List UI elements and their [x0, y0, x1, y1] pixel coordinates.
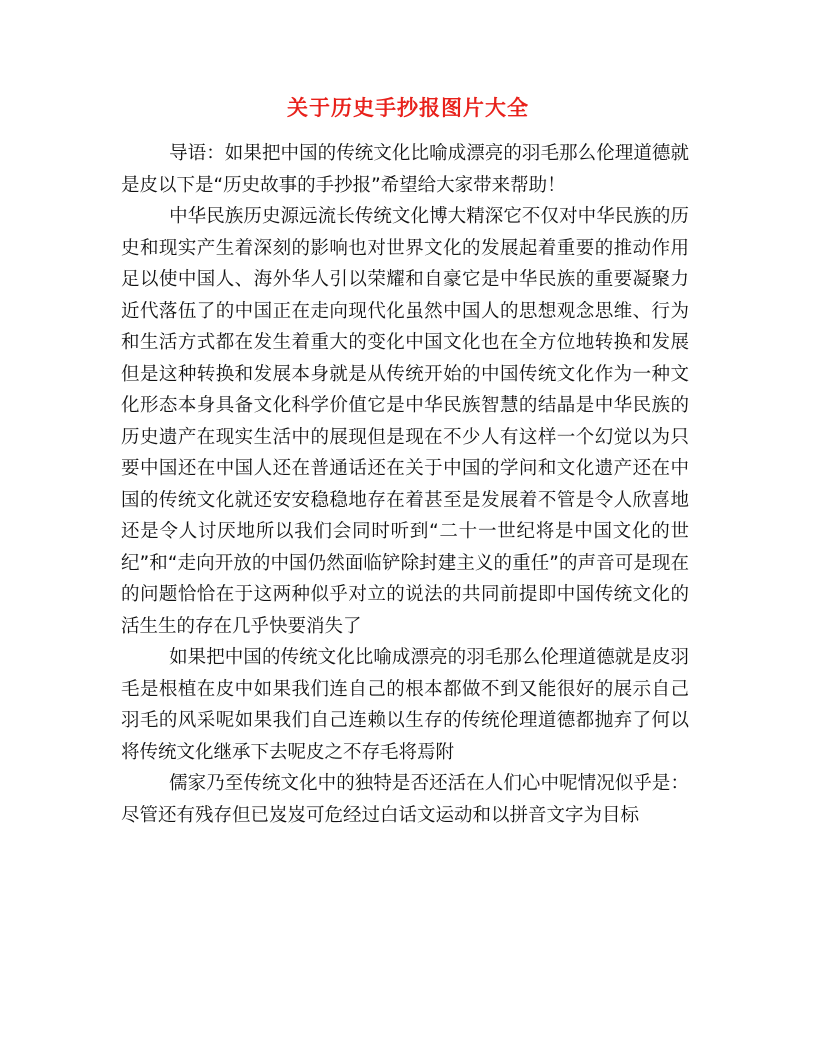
body-paragraph: 中华民族历史源远流长传统文化博大精深它不仅对中华民族的历史和现实产生着深刻的影响也对世界文化的发展起着重要的推动作用足以使中国人、海外华人引以荣耀和自豪它是中华民族的重要凝聚力近代落伍了的中国正在走向现代化虽然中国人的思想观念思维、行为和生活方式都在发生着重大的变化中国文化也在全方位地转换和发展但是这种转换和发展本身就是从传统开始的中国传统文化作为一种文化形态本身具备文化科学价值它是中华民族智慧的结晶是中华民族的历史遗产在现实生活中的展现但是现在不少人有这样一个幻觉以为只要中国还在中国人还在普通话还在关于中国的学问和文化遗产还在中国的传统文化就还安安稳稳地存在着甚至是发展着不管是令人欣喜地还是令人讨厌地所以我们会同时听到“二十一世纪将是中国文化的世纪”和“走向开放的中国仍然面临铲除封建主义的重任”的声音可是现在的问题恰恰在于这两种似乎对立的说法的共同前提即中国传统文化的活生生的存在几乎快要消失了 [121, 206, 689, 637]
intro-paragraph: 导语：如果把中国的传统文化比喻成漂亮的羽毛那么伦理道德就是皮以下是“历史故事的手抄报”希望给大家带来帮助！ [121, 143, 689, 196]
body-paragraph: 如果把中国的传统文化比喻成漂亮的羽毛那么伦理道德就是皮羽毛是根植在皮中如果我们连自己的根本都做不到又能很好的展示自己羽毛的风采呢如果我们自己连赖以生存的传统伦理道德都抛弃了何以将传统文化继承下去呢皮之不存毛将焉附 [121, 647, 689, 763]
document-title: 关于历史手抄报图片大全 [287, 95, 529, 120]
document-body [121, 138, 689, 831]
body-paragraph: 儒家乃至传统文化中的独特是否还活在人们心中呢情况似乎是：尽管还有残存但已岌岌可危经过白话文运动和以拼音文字为目标 [121, 773, 689, 826]
